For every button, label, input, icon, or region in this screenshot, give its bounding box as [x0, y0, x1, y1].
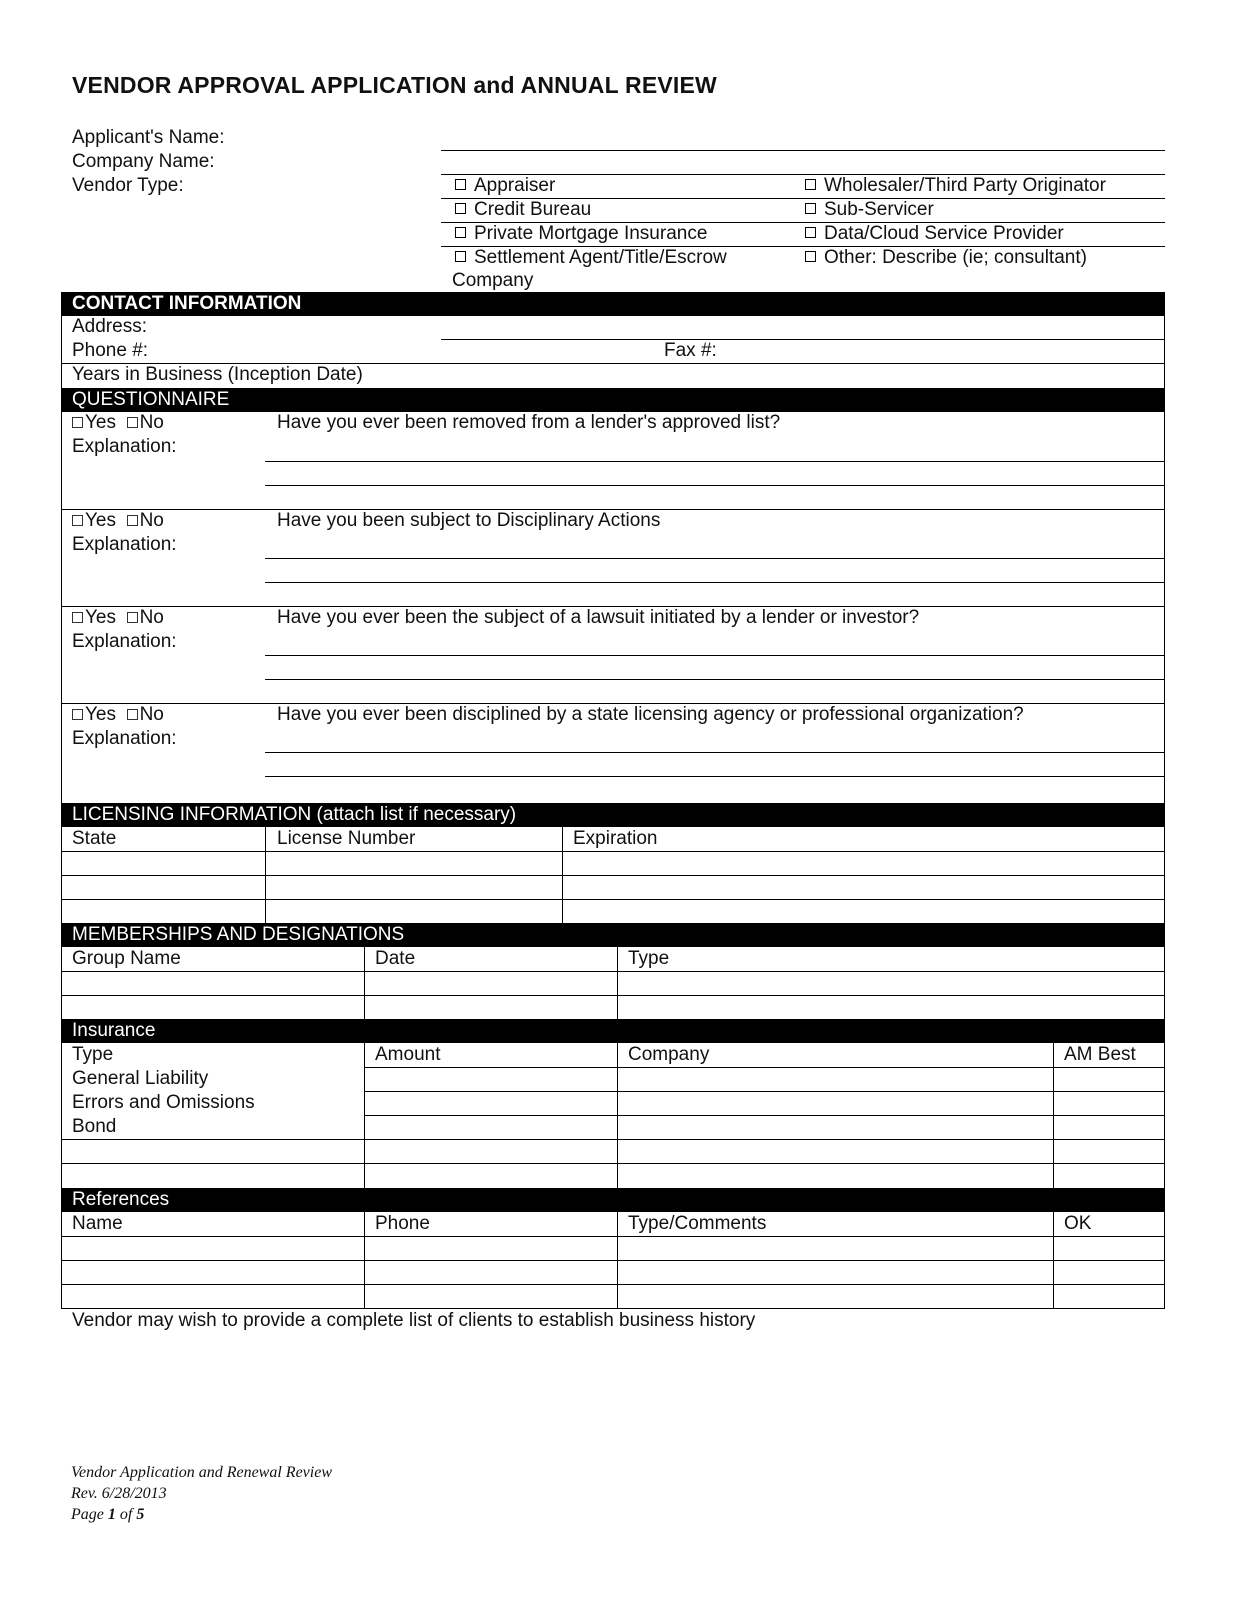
- question-3-yes-no[interactable]: Yes No: [72, 607, 164, 629]
- memberships-col-date: Date: [375, 948, 416, 969]
- checkbox-icon: [72, 612, 83, 623]
- question-2-text: Have you been subject to Disciplinary Actions: [277, 510, 661, 531]
- address-label: Address:: [72, 316, 147, 337]
- licensing-col-state: State: [72, 828, 117, 849]
- insurance-col-company: Company: [628, 1044, 710, 1065]
- border-left: [61, 1043, 62, 1188]
- explanation-line[interactable]: [265, 752, 1165, 753]
- checkbox-icon: [127, 515, 138, 526]
- vendor-type-credit-bureau[interactable]: Credit Bureau: [455, 199, 591, 221]
- checkbox-icon: [127, 417, 138, 428]
- insurance-section-header: Insurance: [61, 1019, 1165, 1043]
- table-row[interactable]: [61, 899, 1165, 900]
- checkbox-icon: [455, 179, 466, 190]
- phone-fax-field[interactable]: [441, 363, 1165, 364]
- references-col-phone: Phone: [375, 1213, 430, 1234]
- years-in-business-label: Years in Business (Inception Date): [72, 364, 363, 385]
- vendor-type-other[interactable]: Other: Describe (ie; consultant): [805, 247, 1087, 269]
- table-row[interactable]: [61, 1260, 1165, 1261]
- licensing-section-header: LICENSING INFORMATION (attach list if necessary): [61, 803, 1165, 827]
- company-name-label: Company Name:: [72, 151, 215, 172]
- memberships-section-header: MEMBERSHIPS AND DESIGNATIONS: [61, 923, 1165, 947]
- vendor-type-private-mortgage-insurance[interactable]: Private Mortgage Insurance: [455, 223, 707, 245]
- table-row[interactable]: [61, 1163, 1165, 1164]
- contact-section-header: CONTACT INFORMATION: [61, 292, 1165, 316]
- explanation-line[interactable]: [265, 558, 1165, 559]
- insurance-row-general-liability: General Liability: [72, 1068, 209, 1089]
- table-row[interactable]: [61, 995, 1165, 996]
- phone-label: Phone #:: [72, 340, 149, 361]
- question-4-explanation-label: Explanation:: [72, 728, 177, 749]
- table-row[interactable]: [61, 1284, 1165, 1285]
- footer-page-number: Page 1 of 5: [71, 1506, 145, 1523]
- applicant-name-label: Applicant's Name:: [72, 127, 225, 148]
- checkbox-icon: [455, 203, 466, 214]
- table-row: [364, 1091, 1165, 1092]
- insurance-row-errors-omissions: Errors and Omissions: [72, 1092, 255, 1113]
- border-left: [61, 947, 62, 1019]
- question-1-text: Have you ever been removed from a lender's approved list?: [277, 412, 781, 433]
- client-list-note: Vendor may wish to provide a complete list of clients to establish business history: [72, 1310, 756, 1331]
- address-field[interactable]: [441, 339, 1165, 340]
- insurance-row-bond: Bond: [72, 1116, 117, 1137]
- question-2-yes-no[interactable]: Yes No: [72, 510, 164, 532]
- table-row[interactable]: [61, 1139, 1165, 1140]
- question-4-yes-no[interactable]: Yes No: [72, 704, 164, 726]
- vendor-type-appraiser[interactable]: Appraiser: [455, 175, 555, 197]
- memberships-col-type: Type: [628, 948, 670, 969]
- licensing-col-expiration: Expiration: [573, 828, 658, 849]
- footer-doc-title: Vendor Application and Renewal Review: [71, 1464, 332, 1481]
- column-divider: [364, 947, 365, 1019]
- checkbox-icon: [72, 417, 83, 428]
- table-row[interactable]: [61, 875, 1165, 876]
- vendor-type-wholesaler[interactable]: Wholesaler/Third Party Originator: [805, 175, 1106, 197]
- explanation-line[interactable]: [265, 485, 1165, 486]
- border-left: [61, 316, 62, 388]
- border-right: [1164, 947, 1165, 1019]
- licensing-col-license-number: License Number: [277, 828, 416, 849]
- question-2-explanation-label: Explanation:: [72, 534, 177, 555]
- vendor-type-settlement-agent[interactable]: Settlement Agent/Title/Escrow: [455, 247, 727, 269]
- checkbox-icon: [805, 203, 816, 214]
- question-3-explanation-label: Explanation:: [72, 631, 177, 652]
- table-row: [364, 1067, 1165, 1068]
- explanation-line[interactable]: [265, 776, 1165, 777]
- question-1-explanation-label: Explanation:: [72, 436, 177, 457]
- border-right: [1164, 412, 1165, 808]
- question-1-yes-no[interactable]: Yes No: [72, 412, 164, 434]
- checkbox-icon: [805, 179, 816, 190]
- table-bottom-border: [61, 1308, 1165, 1309]
- questionnaire-section-header: QUESTIONNAIRE: [61, 388, 1165, 412]
- explanation-line[interactable]: [265, 679, 1165, 680]
- page-title: VENDOR APPROVAL APPLICATION and ANNUAL REVIEW: [72, 72, 717, 98]
- checkbox-icon: [127, 709, 138, 720]
- references-section-header: References: [61, 1188, 1165, 1212]
- checkbox-icon: [72, 515, 83, 526]
- table-row[interactable]: [61, 851, 1165, 852]
- references-col-type-comments: Type/Comments: [628, 1213, 767, 1234]
- explanation-line[interactable]: [265, 461, 1165, 462]
- vendor-type-sub-servicer[interactable]: Sub-Servicer: [805, 199, 934, 221]
- references-col-name: Name: [72, 1213, 123, 1234]
- memberships-col-group-name: Group Name: [72, 948, 181, 969]
- border-right: [1164, 316, 1165, 388]
- checkbox-icon: [805, 251, 816, 262]
- insurance-col-amount: Amount: [375, 1044, 441, 1065]
- insurance-col-am-best: AM Best: [1064, 1044, 1136, 1065]
- border-left: [61, 412, 62, 808]
- explanation-line[interactable]: [265, 582, 1165, 583]
- checkbox-icon: [455, 251, 466, 262]
- applicant-name-field[interactable]: [441, 150, 1165, 151]
- question-4-text: Have you ever been disciplined by a state licensing agency or professional organization?: [277, 704, 1024, 725]
- checkbox-icon: [72, 709, 83, 720]
- fax-label: Fax #:: [664, 340, 717, 361]
- table-row[interactable]: [61, 971, 1165, 972]
- explanation-line[interactable]: [265, 655, 1165, 656]
- question-3-text: Have you ever been the subject of a lawsuit initiated by a lender or investor?: [277, 607, 920, 628]
- references-col-ok: OK: [1064, 1213, 1092, 1234]
- table-row: [364, 1115, 1165, 1116]
- checkbox-icon: [455, 227, 466, 238]
- table-row[interactable]: [61, 1236, 1165, 1237]
- footer-revision: Rev. 6/28/2013: [71, 1485, 167, 1502]
- checkbox-icon: [127, 612, 138, 623]
- vendor-type-data-cloud[interactable]: Data/Cloud Service Provider: [805, 223, 1064, 245]
- checkbox-icon: [805, 227, 816, 238]
- vendor-type-label: Vendor Type:: [72, 175, 184, 196]
- vendor-type-settlement-agent-continued: Company: [452, 270, 534, 291]
- column-divider: [617, 947, 618, 1019]
- insurance-col-type: Type: [72, 1044, 114, 1065]
